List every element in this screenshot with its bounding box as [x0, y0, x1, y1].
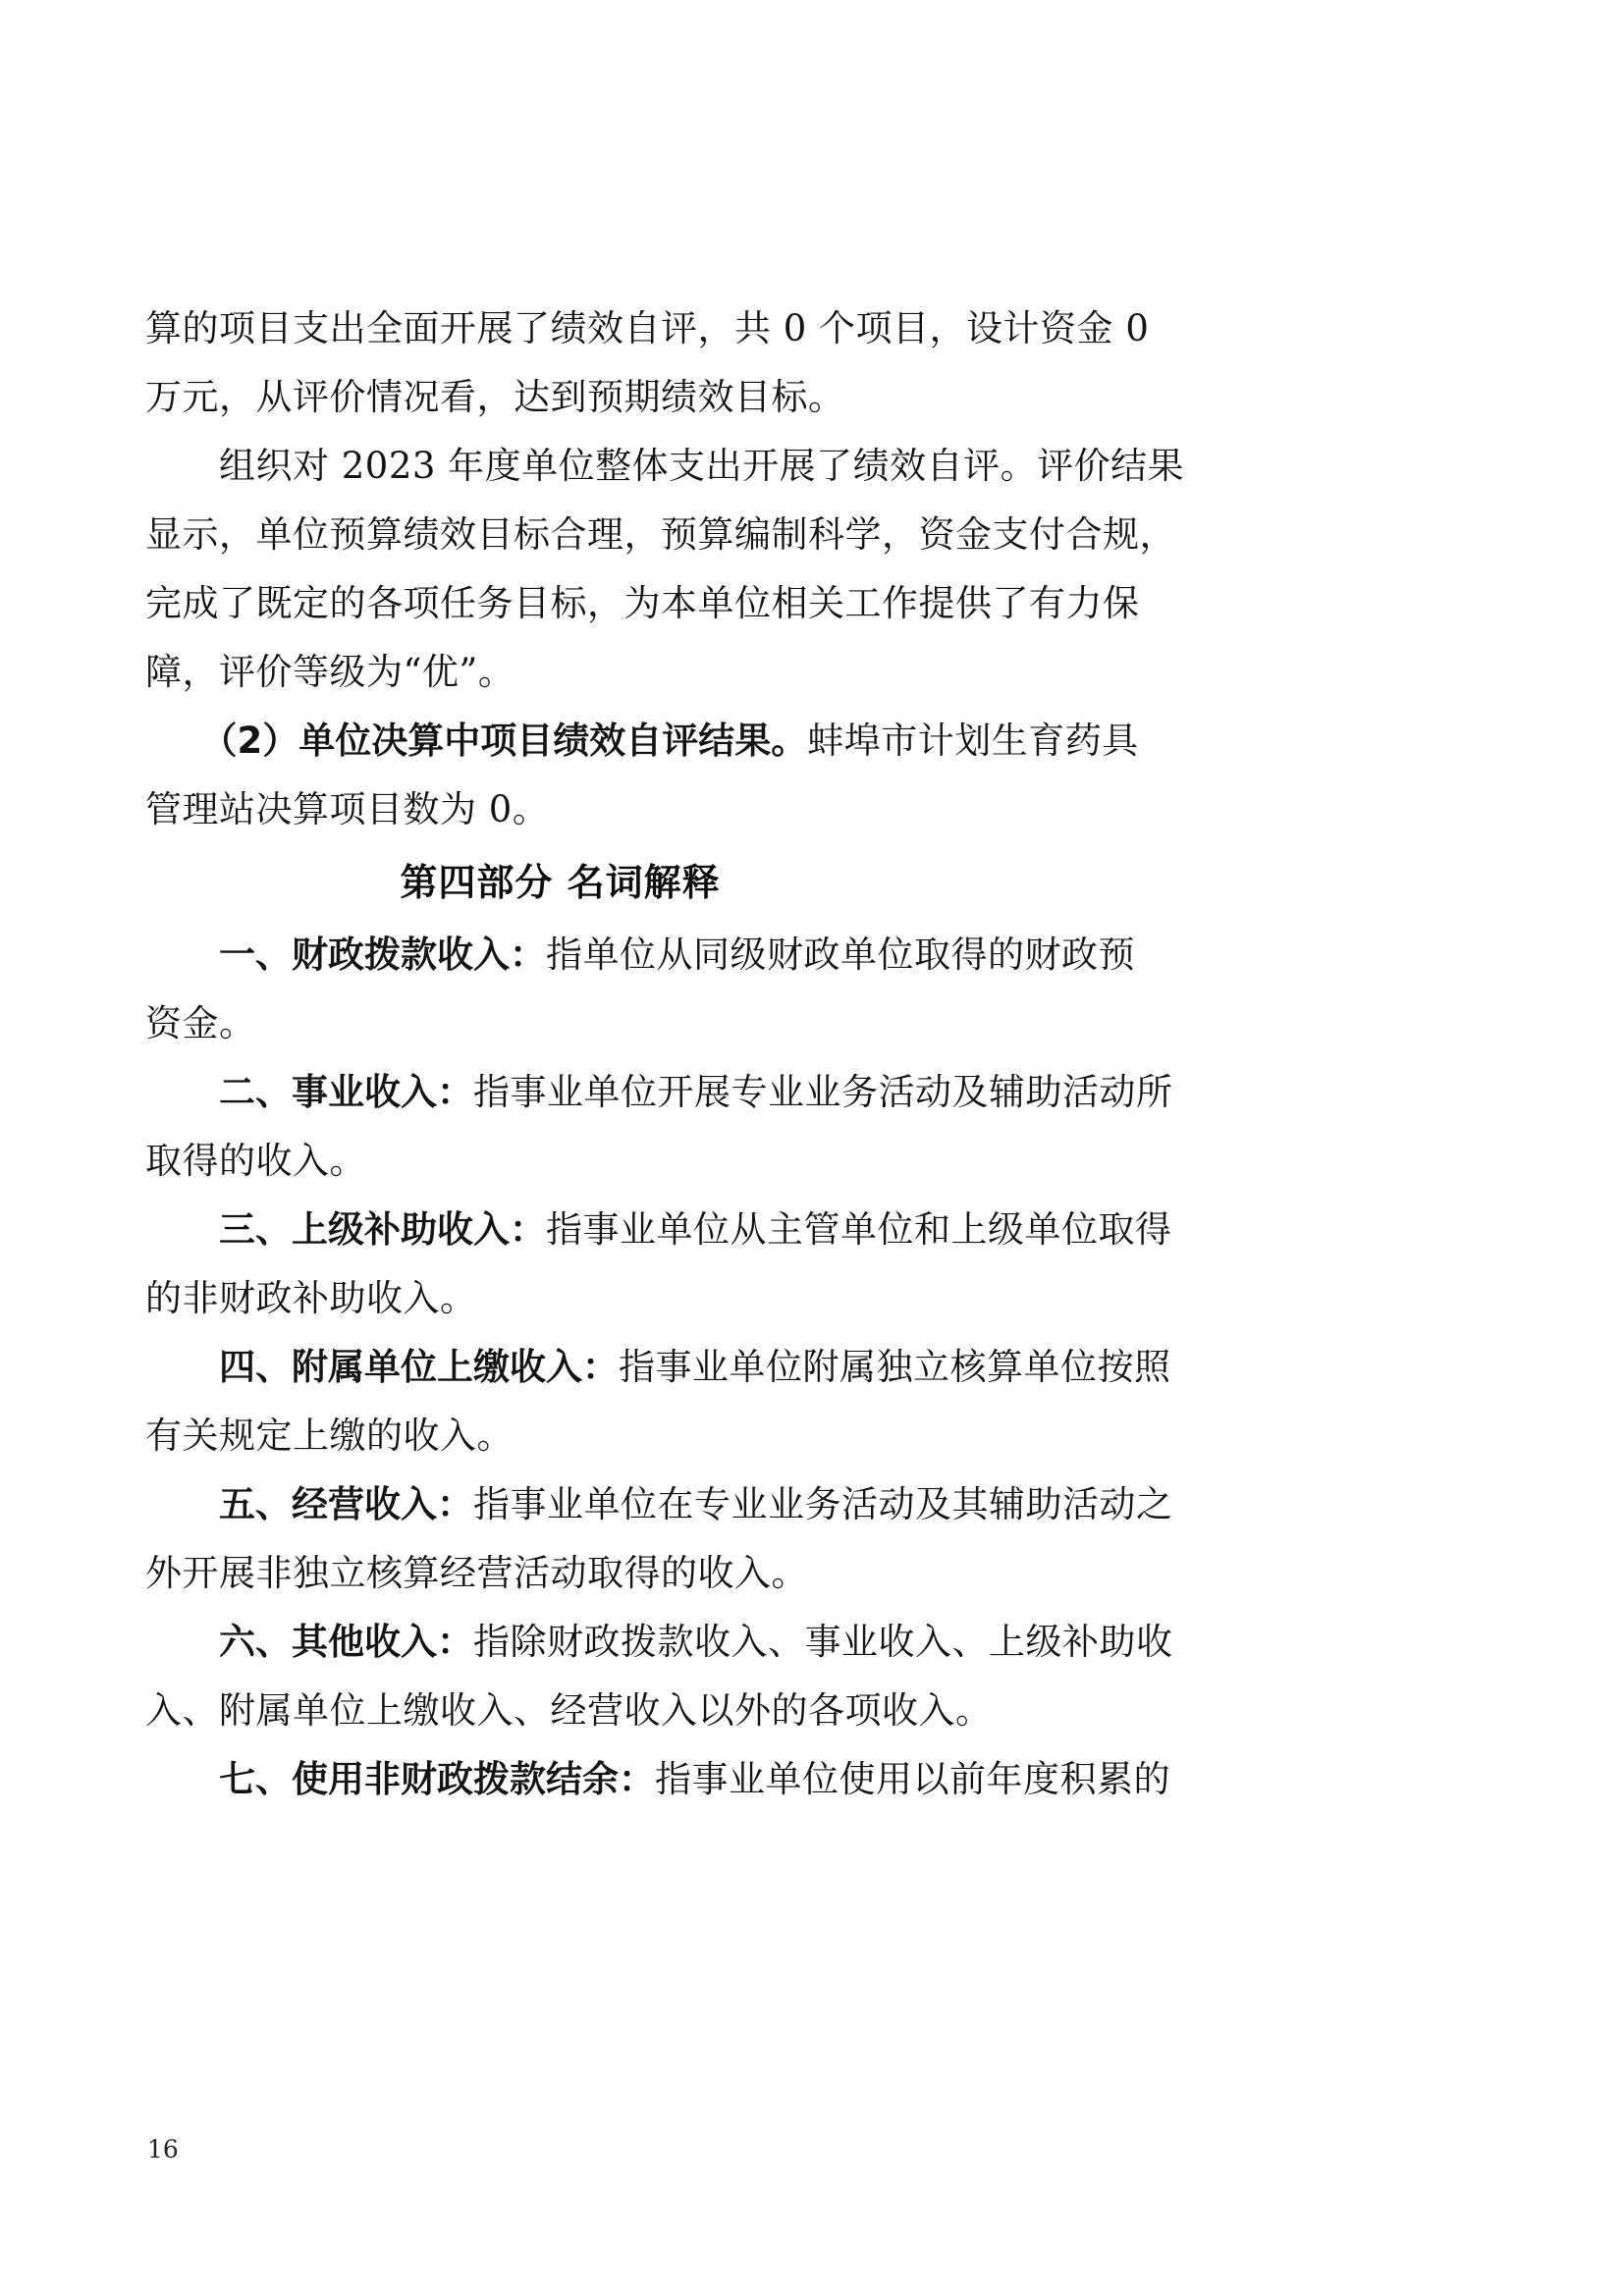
definition-line-first [145, 1333, 1171, 1402]
definition-item [145, 1058, 1173, 1196]
definition-desc: 指事业单位附属独立核算单位按照 [619, 1346, 1171, 1388]
definition-line-first [145, 1608, 1173, 1677]
body-line: 万元，从评价情况看，达到预期绩效目标。 [145, 376, 845, 418]
definition-indent [145, 1758, 219, 1800]
definition-line-first [145, 921, 1135, 989]
definition-term: 二、事业收入： [219, 1071, 473, 1113]
definition-term: 七、使用非财政拨款结余： [219, 1758, 655, 1800]
item-2-lead-rest: 蚌埠市计划生育药具 [807, 720, 1139, 762]
definition-item [145, 1745, 1170, 1814]
definition-item [145, 1196, 1172, 1333]
definition-desc: 指事业单位开展专业业务活动及辅助活动所 [473, 1071, 1173, 1113]
body-line: 显示，单位预算绩效目标合理，预算编制科学，资金支付合规， [145, 513, 1176, 556]
paragraph-indent [145, 720, 219, 762]
definition-item [145, 1470, 1173, 1608]
definition-indent [145, 1621, 219, 1663]
page-number: 16 [147, 2135, 179, 2163]
definition-item [145, 921, 1135, 1058]
body-line: 完成了既定的各项任务目标，为本单位相关工作提供了有力保 [145, 582, 1140, 624]
definition-term: 六、其他收入： [219, 1621, 473, 1663]
definition-desc: 指事业单位从主管单位和上级单位取得 [546, 1208, 1172, 1251]
definition-term: 五、经营收入： [219, 1483, 473, 1525]
definition-indent [145, 1483, 219, 1525]
definition-line-cont: 资金。 [145, 1002, 256, 1044]
definition-term: 三、上级补助收入： [219, 1208, 546, 1251]
definition-item [145, 1333, 1171, 1470]
definition-indent [145, 1208, 219, 1251]
definition-desc: 指事业单位在专业业务活动及其辅助活动之 [473, 1483, 1173, 1525]
definition-line-first [145, 1470, 1173, 1539]
definition-indent [145, 1071, 219, 1113]
definition-indent [145, 1346, 219, 1388]
body-line-with-bold-lead [145, 707, 1139, 775]
definition-item [145, 1608, 1173, 1745]
paragraph-overall-evaluation [145, 432, 1185, 707]
body-line: 算的项目支出全面开展了绩效自评，共 0 个项目，设计资金 0 [145, 307, 1150, 349]
definition-desc: 指事业单位使用以前年度积累的 [655, 1758, 1170, 1800]
definition-desc: 指除财政拨款收入、事业收入、上级补助收 [473, 1621, 1173, 1663]
definition-line-first [145, 1058, 1173, 1127]
definition-line-first [145, 1745, 1170, 1814]
definition-line-cont: 外开展非独立核算经营活动取得的收入。 [145, 1552, 808, 1594]
body-line: 管理站决算项目数为 0。 [145, 788, 550, 830]
definition-desc: 指单位从同级财政单位取得的财政预 [546, 934, 1135, 976]
definition-term: 一、财政拨款收入： [219, 934, 546, 976]
item-2-bold-lead: （2）单位决算中项目绩效自评结果。 [219, 720, 808, 762]
definition-line-first [145, 1196, 1172, 1264]
body-line: 障，评价等级为“优”。 [145, 651, 515, 693]
definition-line-cont: 有关规定上缴的收入。 [145, 1415, 514, 1457]
definition-term: 四、附属单位上缴收入： [219, 1346, 619, 1388]
paragraph-continuation [145, 294, 1150, 432]
body-line: 组织对 2023 年度单位整体支出开展了绩效自评。评价结果 [145, 445, 1185, 487]
page-content [145, 294, 1185, 1814]
paragraph-item-2 [145, 707, 1139, 844]
definition-line-cont: 入、附属单位上缴收入、经营收入以外的各项收入。 [145, 1689, 993, 1732]
definition-indent [145, 934, 219, 976]
definition-line-cont: 取得的收入。 [145, 1140, 366, 1182]
section-heading-part-four: 第四部分 名词解释 [400, 861, 721, 904]
definition-line-cont: 的非财政补助收入。 [145, 1277, 477, 1319]
